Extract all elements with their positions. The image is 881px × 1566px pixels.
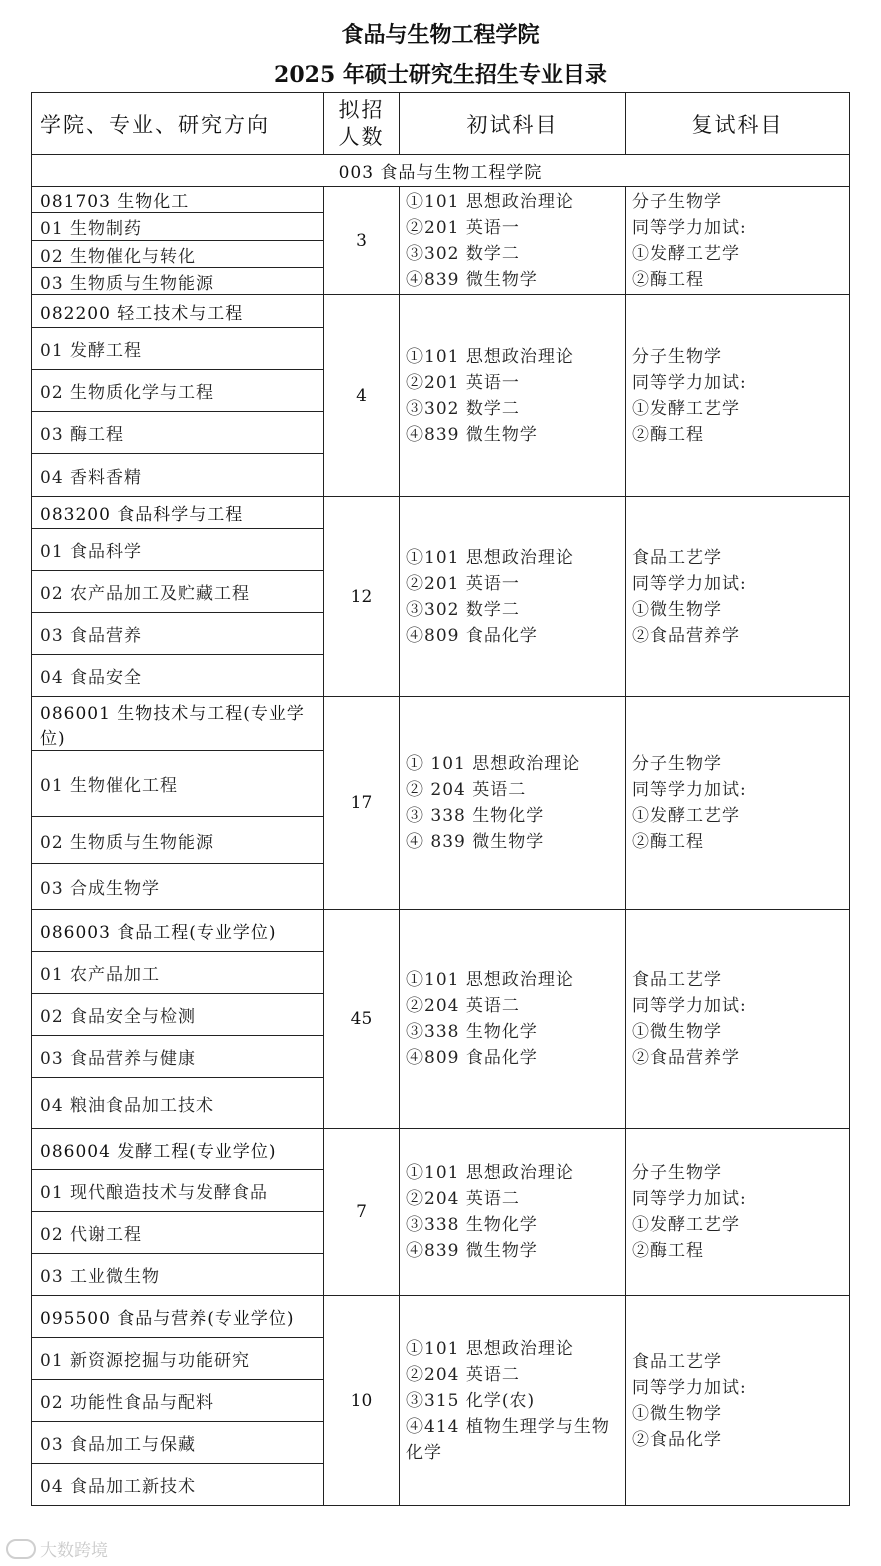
- initial-exam-subject: ②204 英语二: [406, 996, 520, 1016]
- initial-exam-cell: [400, 697, 626, 910]
- initial-exam-subject: ④809 食品化学: [406, 625, 538, 646]
- retest-cell: [626, 1296, 850, 1506]
- research-direction: 02 功能性食品与配料: [32, 1380, 324, 1422]
- retest-subject: ②酶工程: [632, 424, 704, 445]
- major-title: 081703 生物化工: [32, 187, 324, 213]
- research-direction: 01 新资源挖掘与功能研究: [32, 1338, 324, 1380]
- retest-subject: ②食品营养学: [632, 1048, 740, 1068]
- table-header-row: [32, 93, 850, 155]
- quota-cell: 45: [324, 910, 400, 1129]
- retest-subject: ①发酵工艺学: [632, 806, 740, 826]
- page-subtitle: 2025 年硕士研究生招生专业目录: [274, 62, 607, 88]
- research-direction: 04 粮油食品加工技术: [32, 1078, 324, 1129]
- quota-cell: 7: [324, 1129, 400, 1296]
- major-row: [32, 187, 850, 213]
- research-direction: 04 食品加工新技术: [32, 1464, 324, 1506]
- retest-subject: ②食品营养学: [632, 625, 740, 646]
- initial-exam-subject: ①101 思想政治理论: [406, 191, 574, 212]
- major-row: [32, 497, 850, 529]
- major-row: [32, 1129, 850, 1170]
- quota-cell: 10: [324, 1296, 400, 1506]
- catalog-table: [31, 92, 850, 1506]
- research-direction: 03 食品营养与健康: [32, 1036, 324, 1078]
- initial-exam-subject: ③302 数学二: [406, 398, 520, 419]
- quota-cell: 3: [324, 187, 400, 295]
- major-title: 086001 生物技术与工程(专业学位): [32, 697, 324, 751]
- page-title: 食品与生物工程学院: [341, 22, 540, 48]
- retest-cell: [626, 187, 850, 295]
- retest-cell: [626, 910, 850, 1129]
- retest-cell: [626, 497, 850, 697]
- retest-subject: 分子生物学: [632, 754, 722, 774]
- retest-cell: [626, 697, 850, 910]
- retest-subject: ①微生物学: [632, 599, 722, 620]
- header-quota-line1: 拟招: [338, 97, 385, 122]
- header-direction: 学院、专业、研究方向: [32, 93, 324, 155]
- research-direction: 01 发酵工程: [32, 328, 324, 370]
- initial-exam-cell: [400, 497, 626, 697]
- watermark: [6, 1536, 108, 1561]
- initial-exam-subject: ④839 微生物学: [406, 269, 538, 290]
- initial-exam-cell: [400, 1296, 626, 1506]
- initial-exam-subject: ①101 思想政治理论: [406, 346, 574, 367]
- retest-subject: ②酶工程: [632, 269, 704, 290]
- initial-exam-subject: ① 101 思想政治理论: [406, 754, 581, 774]
- major-title: 086004 发酵工程(专业学位): [32, 1129, 324, 1170]
- retest-subject: 同等学力加试:: [632, 573, 747, 594]
- initial-exam-subject: ③ 338 生物化学: [406, 806, 545, 826]
- initial-exam-subject: ② 204 英语二: [406, 780, 527, 800]
- major-row: [32, 910, 850, 952]
- header-initial-exam: 初试科目: [400, 93, 626, 155]
- research-direction: 02 代谢工程: [32, 1212, 324, 1254]
- initial-exam-subject: ③302 数学二: [406, 599, 520, 620]
- watermark-logo-icon: [6, 1539, 36, 1559]
- retest-subject: 分子生物学: [632, 191, 722, 212]
- research-direction: 03 工业微生物: [32, 1254, 324, 1296]
- retest-subject: 同等学力加试:: [632, 1189, 747, 1209]
- retest-subject: ②酶工程: [632, 1241, 704, 1261]
- research-direction: 03 生物质与生物能源: [32, 268, 324, 295]
- retest-subject: ①微生物学: [632, 1403, 722, 1424]
- research-direction: 01 现代酿造技术与发酵食品: [32, 1170, 324, 1212]
- research-direction: 03 食品营养: [32, 613, 324, 655]
- research-direction: 04 食品安全: [32, 655, 324, 697]
- research-direction: 02 生物催化与转化: [32, 241, 324, 268]
- school-row: [32, 155, 850, 187]
- major-row: [32, 1296, 850, 1338]
- major-row: [32, 697, 850, 751]
- initial-exam-subject: ①101 思想政治理论: [406, 1338, 574, 1359]
- header-quota-line2: 人数: [338, 124, 385, 149]
- initial-exam-subject: ③338 生物化学: [406, 1215, 538, 1235]
- retest-subject: ①发酵工艺学: [632, 1215, 740, 1235]
- retest-subject: 同等学力加试:: [632, 1377, 747, 1398]
- retest-subject: 食品工艺学: [632, 547, 722, 568]
- retest-subject: 食品工艺学: [632, 1351, 722, 1372]
- research-direction: 02 生物质化学与工程: [32, 370, 324, 412]
- major-title: 086003 食品工程(专业学位): [32, 910, 324, 952]
- retest-cell: [626, 295, 850, 497]
- major-title: 095500 食品与营养(专业学位): [32, 1296, 324, 1338]
- retest-subject: ①微生物学: [632, 1022, 722, 1042]
- initial-exam-subject: ④839 微生物学: [406, 1241, 538, 1261]
- retest-subject: 同等学力加试:: [632, 780, 747, 800]
- retest-subject: 食品工艺学: [632, 970, 722, 990]
- retest-subject: 同等学力加试:: [632, 217, 747, 238]
- major-title: 082200 轻工技术与工程: [32, 295, 324, 328]
- quota-cell: 12: [324, 497, 400, 697]
- research-direction: 01 食品科学: [32, 529, 324, 571]
- research-direction: 04 香料香精: [32, 454, 324, 497]
- initial-exam-subject: ②204 英语二: [406, 1189, 520, 1209]
- quota-cell: 17: [324, 697, 400, 910]
- initial-exam-subject: ①101 思想政治理论: [406, 1163, 574, 1183]
- major-row: [32, 295, 850, 328]
- initial-exam-subject: ④414 植物生理学与生物化学: [406, 1416, 610, 1463]
- retest-subject: ①发酵工艺学: [632, 243, 740, 264]
- initial-exam-subject: ④ 839 微生物学: [406, 832, 545, 852]
- initial-exam-subject: ②204 英语二: [406, 1364, 520, 1385]
- retest-subject: 分子生物学: [632, 1163, 722, 1183]
- header-retest: 复试科目: [626, 93, 850, 155]
- retest-subject: ②食品化学: [632, 1429, 722, 1450]
- initial-exam-subject: ③338 生物化学: [406, 1022, 538, 1042]
- research-direction: 02 生物质与生物能源: [32, 817, 324, 864]
- retest-subject: 同等学力加试:: [632, 372, 747, 393]
- retest-cell: [626, 1129, 850, 1296]
- initial-exam-subject: ②201 英语一: [406, 573, 520, 594]
- major-title: 083200 食品科学与工程: [32, 497, 324, 529]
- research-direction: 02 食品安全与检测: [32, 994, 324, 1036]
- retest-subject: ①发酵工艺学: [632, 398, 740, 419]
- initial-exam-subject: ①101 思想政治理论: [406, 970, 574, 990]
- research-direction: 01 生物催化工程: [32, 751, 324, 817]
- initial-exam-subject: ③315 化学(农): [406, 1390, 536, 1411]
- watermark-text: 大数跨境: [40, 1541, 108, 1561]
- retest-subject: 分子生物学: [632, 346, 722, 367]
- initial-exam-subject: ④839 微生物学: [406, 424, 538, 445]
- initial-exam-cell: [400, 910, 626, 1129]
- quota-cell: 4: [324, 295, 400, 497]
- school-name: 003 食品与生物工程学院: [32, 155, 850, 187]
- initial-exam-subject: ②201 英语一: [406, 217, 520, 238]
- initial-exam-cell: [400, 187, 626, 295]
- research-direction: 03 合成生物学: [32, 864, 324, 910]
- research-direction: 03 酶工程: [32, 412, 324, 454]
- initial-exam-subject: ①101 思想政治理论: [406, 547, 574, 568]
- initial-exam-subject: ③302 数学二: [406, 243, 520, 264]
- retest-subject: ②酶工程: [632, 832, 704, 852]
- header-quota: [324, 93, 400, 155]
- retest-subject: 同等学力加试:: [632, 996, 747, 1016]
- initial-exam-subject: ④809 食品化学: [406, 1048, 538, 1068]
- research-direction: 01 生物制药: [32, 213, 324, 241]
- research-direction: 01 农产品加工: [32, 952, 324, 994]
- research-direction: 03 食品加工与保藏: [32, 1422, 324, 1464]
- initial-exam-cell: [400, 1129, 626, 1296]
- initial-exam-subject: ②201 英语一: [406, 372, 520, 393]
- initial-exam-cell: [400, 295, 626, 497]
- research-direction: 02 农产品加工及贮藏工程: [32, 571, 324, 613]
